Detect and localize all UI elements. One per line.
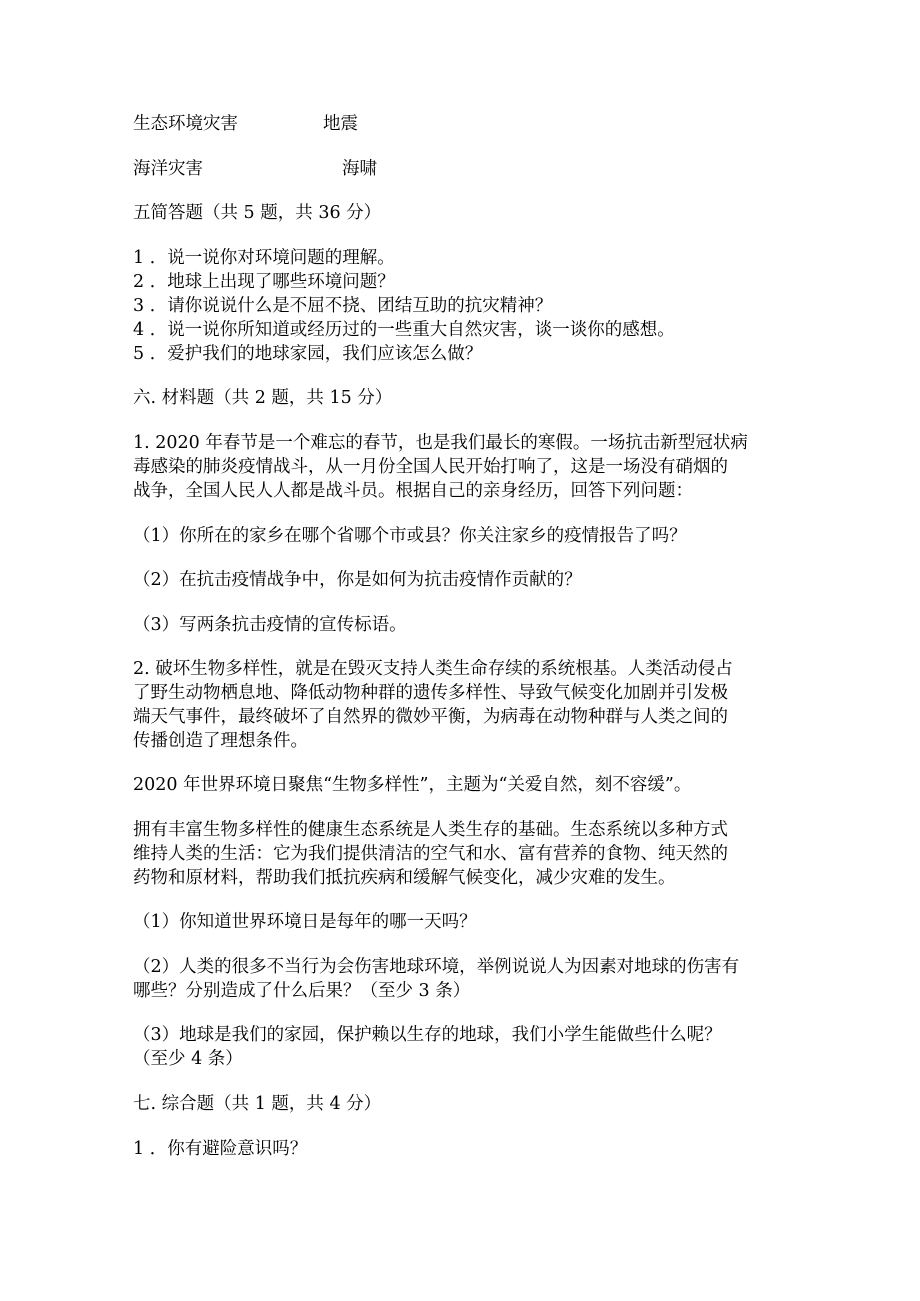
section-heading: 七. 综合题（共 1 题，共 4 分） (133, 1094, 382, 1114)
question-item: 4 ．说一说你所知道或经历过的一些重大自然灾害，谈一谈你的感想。 (133, 320, 675, 340)
question-item: 5 ．爱护我们的地球家园，我们应该怎么做？ (133, 344, 483, 364)
sub-question: 哪些？分别造成了什么后果？（至少 3 条） (133, 981, 471, 1001)
sub-question: （1）你所在的家乡在哪个省哪个市或县？你关注家乡的疫情报告了吗？ (133, 526, 687, 546)
sub-question: （3）地球是我们的家园，保护赖以生存的地球，我们小学生能做些什么呢？ (133, 1025, 722, 1045)
section-heading: 六. 材料题（共 2 题，共 15 分） (133, 388, 393, 408)
sub-question: （2）人类的很多不当行为会伤害地球环境，举例说说人为因素对地球的伤害有 (133, 957, 740, 977)
material-text-line: 药物和原材料，帮助我们抵抗疾病和缓解气候变化，减少灾难的发生。 (133, 868, 676, 888)
material-text-line: 毒感染的肺炎疫情战斗，从一月份全国人民开始打响了，这是一场没有硝烟的 (133, 457, 728, 477)
sub-question: （3）写两条抗击疫情的宣传标语。 (133, 615, 407, 635)
match-left-2: 海洋灾害 (133, 159, 203, 179)
material-text-line: 2. 破坏生物多样性，就是在毁灭支持人类生命存续的系统根基。人类活动侵占 (133, 659, 733, 679)
material-text-line: 传播创造了理想条件。 (133, 731, 308, 751)
question-item: 1 ．你有避险意识吗？ (133, 1139, 308, 1159)
material-text-line: 了野生动物栖息地、降低动物种群的遗传多样性、导致气候变化加剧并引发极 (133, 683, 728, 703)
sub-question: （至少 4 条） (133, 1049, 243, 1069)
match-right-2: 海啸 (342, 159, 377, 179)
question-item: 1 ．说一说你对环境问题的理解。 (133, 248, 395, 268)
match-left-1: 生态环境灾害 (133, 114, 238, 134)
sub-question: （2）在抗击疫情战争中，你是如何为抗击疫情作贡献的？ (133, 570, 582, 590)
material-text-line: 拥有丰富生物多样性的健康生态系统是人类生存的基础。生态系统以多种方式 (133, 820, 728, 840)
material-text-line: 1. 2020 年春节是一个难忘的春节，也是我们最长的寒假。一场抗击新型冠状病 (133, 433, 748, 453)
match-right-1: 地震 (323, 114, 358, 134)
question-item: 2 ．地球上出现了哪些环境问题？ (133, 272, 395, 292)
material-text-line: 维持人类的生活：它为我们提供清洁的空气和水、富有营养的食物、纯天然的 (133, 844, 728, 864)
sub-question: （1）你知道世界环境日是每年的哪一天吗？ (133, 912, 477, 932)
material-text-line: 2020 年世界环境日聚焦“生物多样性”，主题为“关爱自然，刻不容缓”。 (133, 775, 692, 795)
material-text-line: 战争，全国人民人人都是战斗员。根据自己的亲身经历，回答下列问题： (133, 481, 693, 501)
question-item: 3 ．请你说说什么是不屈不挠、团结互助的抗灾精神？ (133, 296, 553, 316)
material-text-line: 端天气事件，最终破坏了自然界的微妙平衡，为病毒在动物种群与人类之间的 (133, 707, 728, 727)
section-heading: 五简答题（共 5 题，共 36 分） (133, 203, 382, 223)
